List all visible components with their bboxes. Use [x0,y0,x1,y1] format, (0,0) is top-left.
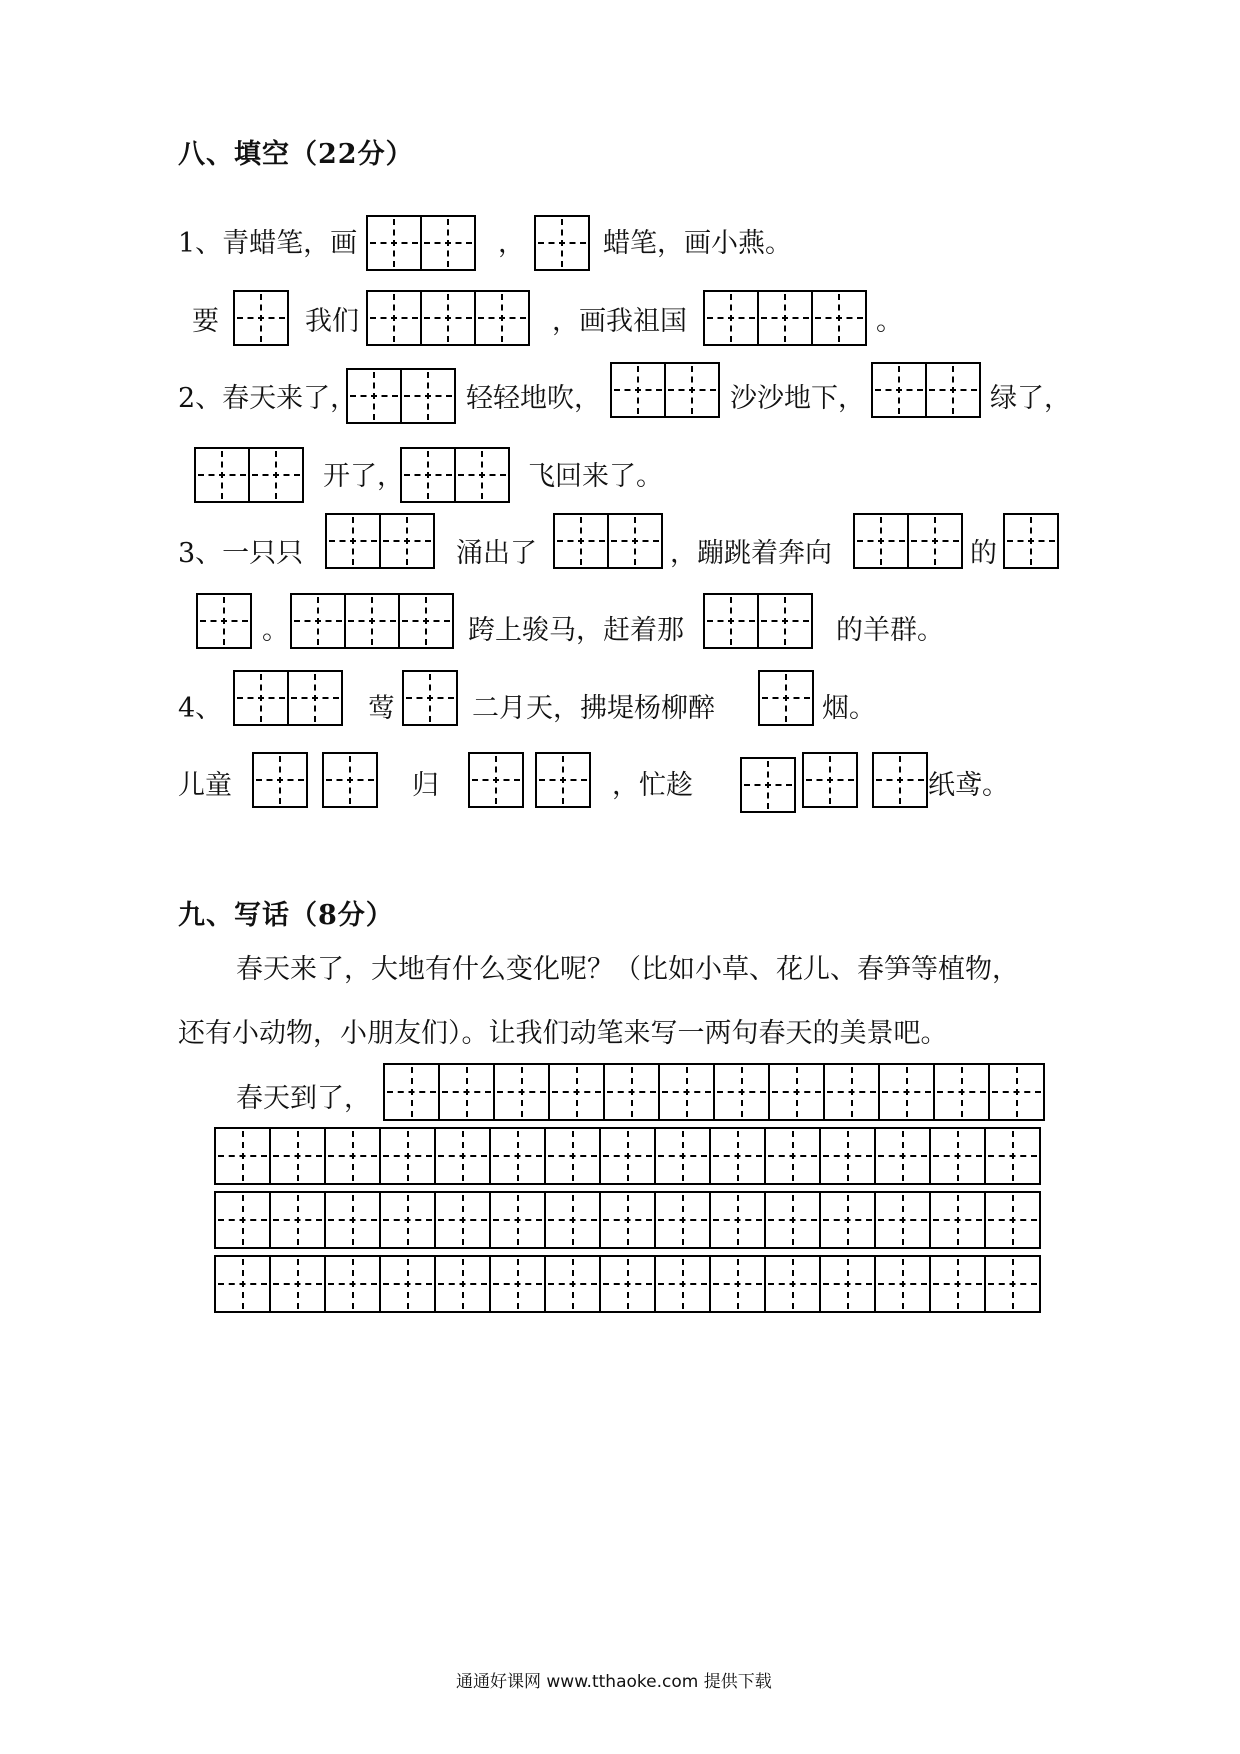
grid-cell[interactable] [553,513,609,569]
grid-cell[interactable] [610,362,666,418]
grid-cell[interactable] [758,670,814,726]
q2-text-d: 绿了， [990,383,1071,414]
q3-text-b: 涌出了 [456,538,537,569]
writing-start-text: 春天到了， [236,1083,371,1114]
q1-blank-3[interactable] [233,290,289,346]
q4-text-b: 莺 [368,693,395,724]
grid-cell[interactable] [400,447,456,503]
section-9-heading: 九、写话（8分） [178,900,394,931]
grid-cell[interactable] [823,1063,880,1121]
grid-cell[interactable] [599,1191,656,1249]
q4-blank-1[interactable] [233,670,343,726]
grid-cell[interactable] [379,1127,436,1185]
q2-text-b: 轻轻地吹， [466,383,601,414]
grid-cell[interactable] [764,1191,821,1249]
grid-cell[interactable] [324,1191,381,1249]
grid-cell[interactable] [489,1191,546,1249]
q2-blank-2[interactable] [610,362,720,418]
grid-cell[interactable] [322,752,378,808]
grid-cell[interactable] [878,1063,935,1121]
grid-cell[interactable] [757,290,813,346]
grid-cell[interactable] [290,593,346,649]
grid-cell[interactable] [196,593,252,649]
grid-cell[interactable] [344,593,400,649]
grid-cell[interactable] [420,290,476,346]
writing-grid-row-4[interactable] [214,1255,1041,1313]
grid-cell[interactable] [454,447,510,503]
grid-cell[interactable] [925,362,981,418]
grid-cell[interactable] [194,447,250,503]
grid-cell[interactable] [438,1063,495,1121]
grid-cell[interactable] [383,1063,440,1121]
q2-blank-4[interactable] [194,447,304,503]
q3-blank-4[interactable] [1003,513,1059,569]
q2-blank-3[interactable] [871,362,981,418]
grid-cell[interactable] [933,1063,990,1121]
q3-text-f: 跨上骏马，赶着那 [468,615,684,646]
q3-blank-2[interactable] [553,513,663,569]
grid-cell[interactable] [379,1255,436,1313]
grid-cell[interactable] [468,752,524,808]
q4-text-e: 儿童 [178,770,232,801]
grid-cell[interactable] [493,1063,550,1121]
grid-cell[interactable] [324,1255,381,1313]
q3-blank-7[interactable] [703,593,813,649]
q3-blank-3[interactable] [853,513,963,569]
q3-blank-1[interactable] [325,513,435,569]
grid-cell[interactable] [535,752,591,808]
q4-blank-2[interactable] [402,670,458,726]
writing-prompt-line-2: 还有小动物，小朋友们）。让我们动笔来写一两句春天的美景吧。 [178,1018,948,1049]
q4-blank-5[interactable] [322,752,378,808]
grid-cell[interactable] [599,1255,656,1313]
grid-cell[interactable] [713,1063,770,1121]
q1-blank-1[interactable] [366,215,476,271]
q3-blank-6[interactable] [290,593,454,649]
q2-text-e: 开了， [323,461,404,492]
grid-cell[interactable] [214,1255,271,1313]
grid-cell[interactable] [534,215,590,271]
q3-text-d: 的 [970,538,997,569]
grid-cell[interactable] [819,1255,876,1313]
grid-cell[interactable] [379,1191,436,1249]
grid-cell[interactable] [907,513,963,569]
writing-grid-row-3[interactable] [214,1191,1041,1249]
grid-cell[interactable] [874,1255,931,1313]
grid-cell[interactable] [984,1191,1041,1249]
q2-text-a: 2、春天来了， [178,383,358,414]
q4-blank-7[interactable] [535,752,591,808]
grid-cell[interactable] [929,1255,986,1313]
grid-cell[interactable] [400,368,456,424]
grid-cell[interactable] [544,1127,601,1185]
q4-text-d: 烟。 [822,693,876,724]
q1-blank-5[interactable] [703,290,867,346]
grid-cell[interactable] [420,215,476,271]
q4-blank-8[interactable] [740,757,796,813]
grid-cell[interactable] [233,670,289,726]
q1-text-f: ，画我祖国 [552,306,687,337]
grid-cell[interactable] [269,1255,326,1313]
grid-cell[interactable] [599,1127,656,1185]
grid-cell[interactable] [214,1127,271,1185]
grid-cell[interactable] [872,752,928,808]
q1-text-g: 。 [876,306,903,337]
grid-cell[interactable] [929,1191,986,1249]
grid-cell[interactable] [802,752,858,808]
grid-cell[interactable] [434,1255,491,1313]
grid-cell[interactable] [984,1255,1041,1313]
q2-text-f: 飞回来了。 [528,461,663,492]
grid-cell[interactable] [607,513,663,569]
q4-blank-6[interactable] [468,752,524,808]
q4-text-a: 4、 [178,693,223,724]
grid-cell[interactable] [871,362,927,418]
q4-blank-10[interactable] [872,752,928,808]
grid-cell[interactable] [379,513,435,569]
grid-cell[interactable] [325,513,381,569]
grid-cell[interactable] [709,1191,766,1249]
grid-cell[interactable] [324,1127,381,1185]
q4-text-f: 归 [412,770,439,801]
grid-cell[interactable] [703,290,759,346]
grid-cell[interactable] [489,1127,546,1185]
grid-cell[interactable] [874,1127,931,1185]
q1-text-b: ， [498,228,525,259]
q4-blank-3[interactable] [758,670,814,726]
grid-cell[interactable] [287,670,343,726]
grid-cell[interactable] [853,513,909,569]
grid-cell[interactable] [654,1255,711,1313]
grid-cell[interactable] [269,1127,326,1185]
grid-cell[interactable] [709,1255,766,1313]
grid-cell[interactable] [434,1191,491,1249]
q1-text-a: 1、青蜡笔，画 [178,228,358,259]
grid-cell[interactable] [402,670,458,726]
grid-cell[interactable] [819,1127,876,1185]
q2-blank-1[interactable] [346,368,456,424]
grid-cell[interactable] [548,1063,605,1121]
grid-cell[interactable] [984,1127,1041,1185]
grid-cell[interactable] [366,215,422,271]
writing-grid-row-1[interactable] [383,1063,1045,1121]
grid-cell[interactable] [252,752,308,808]
grid-cell[interactable] [768,1063,825,1121]
q4-blank-4[interactable] [252,752,308,808]
q1-text-e: 我们 [305,306,359,337]
grid-cell[interactable] [544,1191,601,1249]
grid-cell[interactable] [233,290,289,346]
q3-text-c: ，蹦跳着奔向 [670,538,832,569]
grid-cell[interactable] [654,1127,711,1185]
grid-cell[interactable] [214,1191,271,1249]
grid-cell[interactable] [664,362,720,418]
q3-blank-5[interactable] [196,593,252,649]
grid-cell[interactable] [1003,513,1059,569]
grid-cell[interactable] [740,757,796,813]
q3-text-e: 。 [262,615,289,646]
grid-cell[interactable] [434,1127,491,1185]
writing-prompt-line-1: 春天来了，大地有什么变化呢？（比如小草、花儿、春笋等植物， [236,954,1019,985]
q4-text-c: 二月天，拂堤杨柳醉 [472,693,715,724]
grid-cell[interactable] [658,1063,715,1121]
page-footer: 通通好课网 www.tthaoke.com 提供下载 [456,1672,772,1692]
q4-blank-9[interactable] [802,752,858,808]
grid-cell[interactable] [703,593,759,649]
grid-cell[interactable] [366,290,422,346]
grid-cell[interactable] [929,1127,986,1185]
q3-text-g: 的羊群。 [836,615,944,646]
grid-cell[interactable] [874,1191,931,1249]
grid-cell[interactable] [398,593,454,649]
q4-text-g: ，忙趁 [612,770,693,801]
grid-cell[interactable] [764,1255,821,1313]
grid-cell[interactable] [346,368,402,424]
grid-cell[interactable] [489,1255,546,1313]
grid-cell[interactable] [988,1063,1045,1121]
grid-cell[interactable] [819,1191,876,1249]
grid-cell[interactable] [764,1127,821,1185]
q1-text-c: 蜡笔，画小燕。 [603,228,792,259]
q1-blank-4[interactable] [366,290,530,346]
grid-cell[interactable] [603,1063,660,1121]
grid-cell[interactable] [654,1191,711,1249]
q1-text-d: 要 [192,306,219,337]
grid-cell[interactable] [544,1255,601,1313]
q1-blank-2[interactable] [534,215,590,271]
section-8-heading: 八、填空（22分） [178,139,414,170]
q2-text-c: 沙沙地下， [730,383,865,414]
grid-cell[interactable] [709,1127,766,1185]
grid-cell[interactable] [757,593,813,649]
q3-text-a: 3、一只只 [178,538,304,569]
writing-grid-row-2[interactable] [214,1127,1041,1185]
grid-cell[interactable] [248,447,304,503]
grid-cell[interactable] [269,1191,326,1249]
q2-blank-5[interactable] [400,447,510,503]
q4-text-h: 纸鸢。 [928,770,1009,801]
grid-cell[interactable] [811,290,867,346]
grid-cell[interactable] [474,290,530,346]
